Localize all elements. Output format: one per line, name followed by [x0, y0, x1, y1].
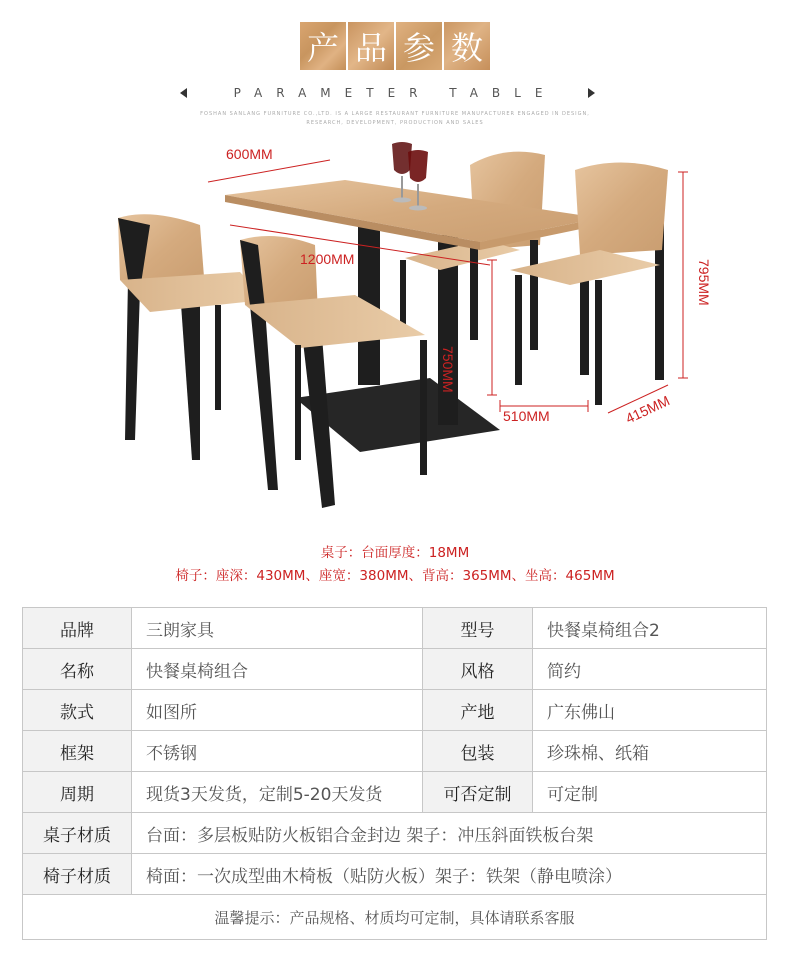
table-row: [23, 854, 767, 895]
chair-back-right-1: [400, 152, 545, 350]
param-value: 现货3天发货，定制5-20天发货: [132, 772, 423, 813]
param-label: 风格: [423, 649, 533, 690]
param-value: 可定制: [533, 772, 767, 813]
title-char: 产: [300, 22, 346, 70]
param-label: 产地: [423, 690, 533, 731]
table-row: [23, 772, 767, 813]
title-char: 品: [348, 22, 394, 70]
product-image: [0, 130, 790, 530]
arrow-right-icon: [588, 88, 595, 98]
param-label: 品牌: [23, 608, 132, 649]
param-value: 快餐桌椅组合2: [533, 608, 767, 649]
param-value: 如图所: [132, 690, 423, 731]
dim-table-height-label: 750MM: [440, 346, 456, 393]
table-row: [23, 608, 767, 649]
chair-front: [240, 236, 427, 508]
param-label: 椅子材质: [23, 854, 132, 895]
param-label: 型号: [423, 608, 533, 649]
param-value: 台面：多层板贴防火板铝合金封边 架子：冲压斜面铁板台架: [132, 813, 767, 854]
table-row: [23, 649, 767, 690]
param-value: 三朗家具: [132, 608, 423, 649]
subtitle: PARAMETER TABLE: [233, 86, 557, 100]
param-label: 周期: [23, 772, 132, 813]
param-label: 包装: [423, 731, 533, 772]
dim-chair-width-label: 415MM: [623, 392, 673, 427]
page-title: [0, 22, 790, 76]
company-blurb-line-2: RESEARCH, DEVELOPMENT, PRODUCTION AND SALES: [306, 120, 484, 126]
param-value: 快餐桌椅组合: [132, 649, 423, 690]
param-value: 简约: [533, 649, 767, 690]
param-label: 桌子材质: [23, 813, 132, 854]
table-row: [23, 813, 767, 854]
param-label: 可否定制: [423, 772, 533, 813]
title-char: 参: [396, 22, 442, 70]
table-spec-line: 桌子：台面厚度：18MM: [320, 545, 470, 561]
table-row: [23, 690, 767, 731]
param-value: 椅面：一次成型曲木椅板（贴防火板）架子：铁架（静电喷涂）: [132, 854, 767, 895]
param-label: 框架: [23, 731, 132, 772]
param-value: 珍珠棉、纸箱: [533, 731, 767, 772]
param-label: 款式: [23, 690, 132, 731]
company-blurb-line-1: FOSHAN SANLANG FURNITURE CO.,LTD. IS A LARGE RESTAURANT FURNITURE MANUFACTURER ENGAGED IN DESIGN,: [200, 111, 590, 117]
param-value: 广东佛山: [533, 690, 767, 731]
param-value: 不锈钢: [132, 731, 423, 772]
dim-chair-depth-label: 510MM: [503, 408, 550, 424]
dim-length-label: 1200MM: [300, 251, 355, 267]
dim-width-label: 600MM: [226, 146, 273, 162]
table-row: [23, 895, 767, 940]
tip-text: 温馨提示：产品规格、材质均可定制，具体请联系客服: [23, 895, 767, 940]
chair-spec-line: 椅子：座深：430MM、座宽：380MM、背高：365MM、坐高：465MM: [175, 568, 615, 584]
parameter-table: [22, 607, 767, 940]
table-row: [23, 731, 767, 772]
dim-chair-height-label: 795MM: [696, 259, 712, 306]
param-label: 名称: [23, 649, 132, 690]
title-char: 数: [444, 22, 490, 70]
